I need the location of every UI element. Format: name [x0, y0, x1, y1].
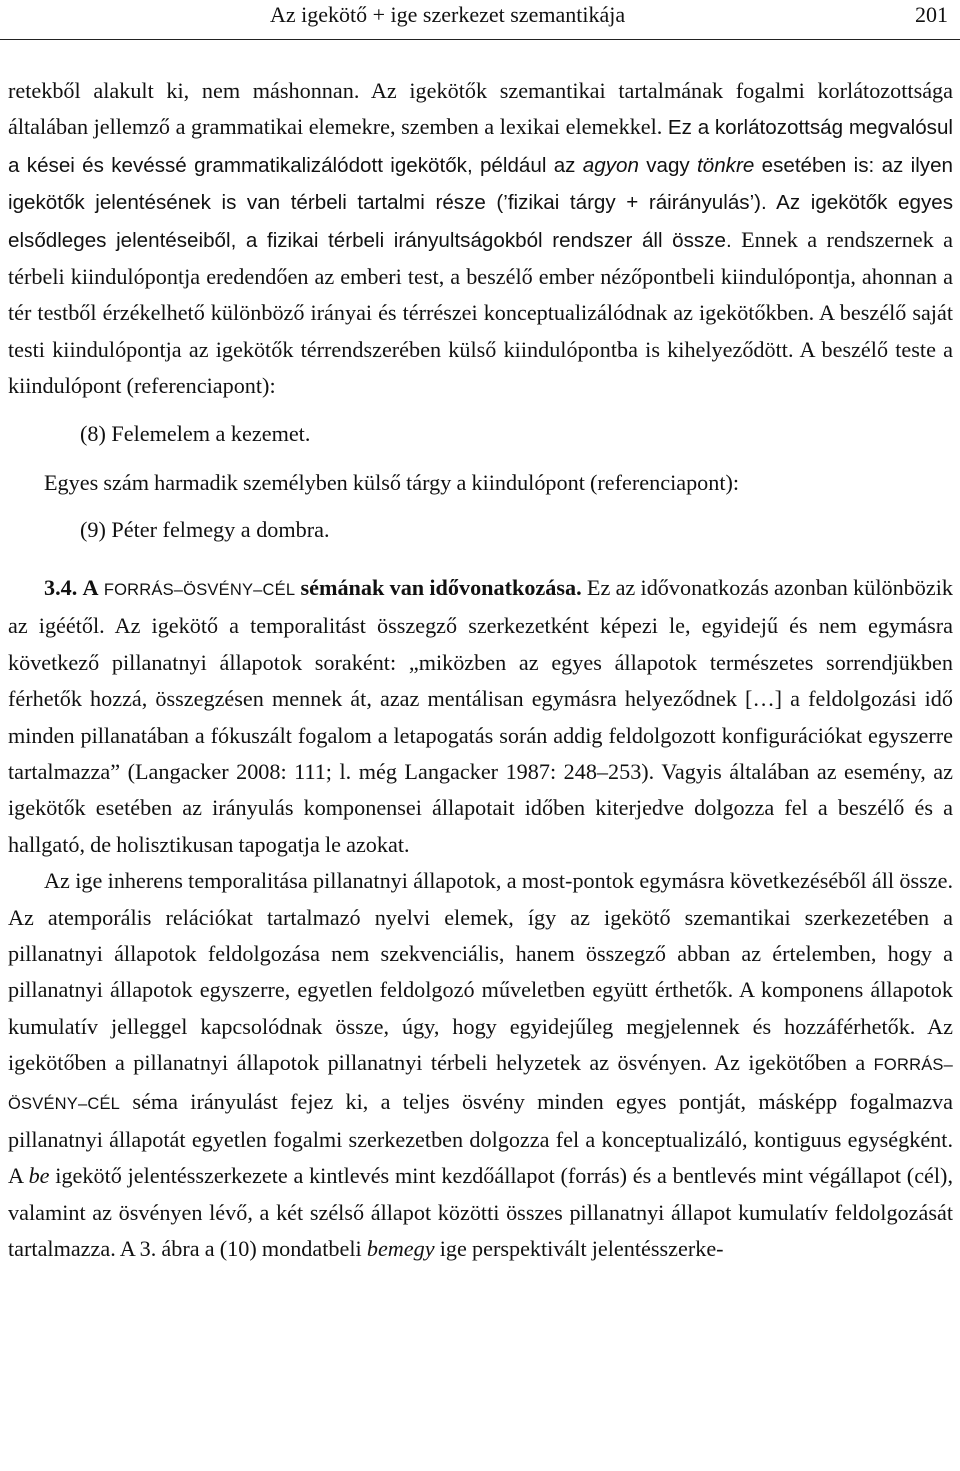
section-title-schema: FORRÁS–ÖSVÉNY–CÉL: [103, 580, 296, 599]
paragraph-3-text-a: Az ige inherens temporalitása pillanatnyi állapotok, a most-pontok egymásra következéséből áll össze. Az atemporális relációkat tartalmazó nyelvi elemek, így az igekötő szemantikai szerkezetében a pillanatnyi állapotok feldolgozása nem szekvenciális, hanem összegző abban az értelemben, hogy a pillanatnyi állapotok egyszerre, egyetlen feldolgozó műveletben együtt érthetők. A komponens állapotok kumulatív jelleggel kapcsolódnak össze, úgy, hogy egyidejűleg megjelennek és hozzáférhetők. Az igekötőben a pillanatnyi állapotok pillanatnyi térbeli helyzetek az ösvényen. Az igekötőben a: [8, 868, 953, 1076]
section-title-a: A: [82, 574, 99, 600]
page-body: [8, 73, 953, 1268]
paragraph-1-text-c: vagy: [638, 153, 698, 177]
paragraph-1-text-e: Ennek a rendszernek a térbeli kiindulópontja eredendően az emberi test, a beszélő ember nézőpontbeli kiindulópontja, ahonnan a tér testből érzékelhető különböző irányai és térrészei konceptualizálódnak az igekötőkben. A beszélő saját testi kiindulópontja az igekötők térrendszerében külső kiindulópontba is kihelyeződött. A beszélő teste a kiindulópont (referenciapont):: [8, 226, 953, 399]
running-title: Az igekötő + ige szerkezet szemantikája: [270, 2, 626, 27]
paragraph-1-text-d: esetében is: az ilyen igekötők jelentésének is van térbeli tartalmi része (’fizikai tárgy + ráirányulás’). Az igekötők egyes elsődleges jelentéseiből, a fizikai térbeli irányultságokból rendszer áll össze.: [8, 153, 953, 252]
term-bemegy: bemegy: [366, 1236, 435, 1262]
example-8: (8) Felemelem a kezemet.: [80, 420, 311, 446]
term-tonkre: tönkre: [697, 153, 755, 177]
paragraph-3-text-b: séma irányulást fejez ki, a teljes ösvény minden egyes pontját, másképp fogalmazva pillanatnyi állapotát egyetlen fogalmi szerkezetben dolgozza fel a konceptualizáló, kontiguus egységként. A: [8, 1088, 953, 1189]
paragraph-1: [8, 73, 953, 405]
term-be: be: [28, 1163, 50, 1189]
paragraph-3-text-c: igekötő jelentésszerkezete a kintlevés mint kezdőállapot (forrás) és a bentlevés mint végállapot (cél), valamint az ösvényen lévő, a két szélső állapot közötti összes pillanatnyi állapot kumulatív feldolgozását tartalmazza. A 3. ábra a (10) mondatbeli: [8, 1163, 953, 1262]
section-title-b: sémának van idővonatkozása.: [300, 574, 582, 600]
example-9: (9) Péter felmegy a dombra.: [80, 517, 330, 543]
section-number: 3.4.: [44, 574, 78, 600]
paragraph-1-text-a: retekből alakult ki, nem máshonnan. Az igekötők szemantikai tartalmának fogalmi korlátozottsága általában jellemző a grammatikai elemekre, szemben a lexikai elemekkel.: [8, 78, 953, 140]
paragraph-3-text-d: ige perspektivált jelentésszerke-: [434, 1236, 724, 1262]
term-agyon: agyon: [582, 153, 639, 177]
paragraph-2: Egyes szám harmadik személyben külső tárgy a kiindulópont (referenciapont):: [44, 470, 740, 496]
section-3-4: [8, 570, 953, 863]
page-number: 201: [915, 2, 948, 27]
running-header: [0, 0, 960, 40]
paragraph-1-text-b: Ez a korlátozottság megvalósul a kései és kevéssé grammatikalizálódott igekötők, például az: [8, 116, 953, 177]
paragraph-3-schema: FORRÁS–ÖSVÉNY–CÉL: [8, 1056, 953, 1113]
section-text: Ez az idővonatkozás azonban különbözik az igéétől. Az igekötő a temporalitást összegző szerkezetként képezi le, egyidejű és nem egymásra következő pillanatnyi állapotok soraként: „miközben az egyes állapotok természetes sorrendjükben férhetők hozzá, összegzésen mennek át, azaz mentálisan egymásra helyeződnek […] a feldolgozási idő minden pillanatában a fókuszált fogalom a letapogatás során addig feldolgozott konfigurációkat egyszerre tartalmazza” (Langacker 2008: 111; l. még Langacker 1987: 248–253). Vagyis általában az esemény, az igekötők esetében az irányulás komponensei állapotait időben kiterjedve dolgozza fel a beszélő és a hallgató, de holisztikusan tapogatja le azokat.: [8, 574, 953, 857]
paragraph-3: [8, 863, 953, 1267]
